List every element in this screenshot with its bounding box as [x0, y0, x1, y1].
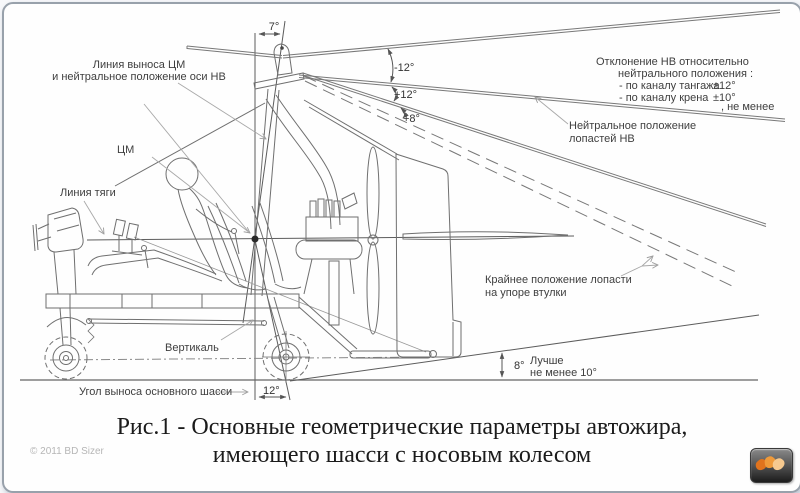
deflection-note: , не менее	[721, 101, 775, 113]
deflection-pitch-label: - по каналу тангажа	[619, 80, 720, 92]
extreme-blade-label-line2: на упоре втулки	[485, 287, 567, 299]
propeller-blade-lower	[367, 242, 379, 334]
rotor-blade-lines	[187, 10, 785, 286]
autogyro-diagram	[4, 4, 800, 411]
front-seat	[208, 206, 239, 283]
gear-offset-angle: 12°	[263, 385, 280, 397]
center-of-mass-dot	[252, 236, 259, 243]
figure-caption	[4, 413, 800, 469]
neutral-blades-label-line2: лопастей НВ	[569, 133, 635, 145]
mast-tilt-angle: 7°	[268, 21, 280, 33]
propeller-blade-upper	[367, 147, 379, 239]
copyright-text: © 2011 BD Sizer	[30, 446, 104, 457]
teeter-bar	[254, 73, 304, 89]
thrust-line-label: Линия тяги	[60, 187, 116, 199]
spinner	[403, 232, 568, 240]
extreme-blade-label-line1: Крайнее положение лопасти	[485, 274, 632, 286]
better-label-line1: Лучше	[530, 355, 564, 367]
dimensions	[259, 34, 502, 397]
cm-offset-label-line2: и нейтральное положение оси НВ	[52, 71, 226, 83]
deflection-label-line1: Отклонение НВ относительно	[596, 56, 749, 68]
site-logo	[750, 448, 793, 483]
flap-stop-angle: +8°	[403, 113, 420, 125]
pilot-head	[166, 158, 198, 190]
engine-pod	[296, 240, 362, 259]
deflection-roll-label: - по каналу крена	[619, 92, 709, 104]
cm-offset-label-line1: Линия выноса ЦМ	[92, 59, 186, 71]
diagram-labels	[52, 21, 774, 398]
deflection-pitch-value: ±12°	[713, 80, 736, 92]
nose-wheel	[53, 345, 79, 371]
better-label-line2: не менее 10°	[530, 367, 597, 379]
keel-tube	[46, 294, 299, 308]
tail-clearance-angle: 8°	[514, 360, 525, 372]
cm-label: ЦМ	[117, 144, 135, 156]
caption-line1: Рис.1 - Основные геометрические параметры автожира,	[116, 414, 688, 440]
gear-angle-label: Угол выноса основного шасси	[79, 386, 233, 398]
nose-fender	[47, 317, 86, 327]
site-logo-icon	[751, 449, 790, 480]
vertical-label: Вертикаль	[165, 342, 219, 354]
deflection-label-line2: нейтрального положения :	[618, 68, 754, 80]
figure-card	[2, 2, 800, 493]
pilot-back	[189, 188, 248, 288]
neutral-blades-label-line1: Нейтральное положение	[569, 120, 697, 132]
deflection-roll-value: ±10°	[713, 92, 736, 104]
caption-line2: имеющего шасси с носовым колесом	[212, 442, 592, 468]
windshield	[48, 208, 83, 252]
vertical-fin	[396, 154, 461, 357]
flap-down-angle: +12°	[394, 89, 418, 101]
flap-up-angle: -12°	[394, 62, 415, 74]
